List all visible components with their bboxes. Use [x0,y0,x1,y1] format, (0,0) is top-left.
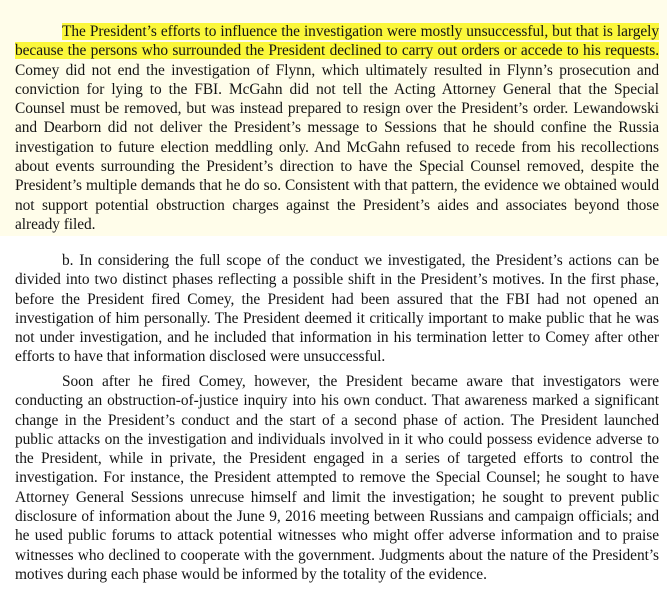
paragraph-conclusion [15,22,659,234]
paragraph-second-phase [15,372,659,584]
paragraph-2-body: b. In considering the full scope of the conduct we investigated, the President’s actions can be divided into two distinct phases reflecting a possible shift in the President’s motives. In the first phase, before the President fired Comey, the President had been assured that the FBI had not opened an investigation of him personally. The President deemed it critically important to make public that he was not under investigation, and he included that information in his termination letter to Comey after other efforts to have that information disclosed were unsuccessful. [15,252,659,366]
highlighted-sentence[interactable]: The President’s efforts to influence the investigation were mostly unsuccessful, but that is largely because the persons who surrounded the President declined to carry out orders or accede to his requests. [15,23,659,60]
paragraph-two-phases [15,251,659,367]
paragraph-1-body: Comey did not end the investigation of Flynn, which ultimately resulted in Flynn’s prosecution and conviction for lying to the FBI. McGahn did not tell the Acting Attorney General that the Special Counsel must be removed, but was instead prepared to resign over the President’s order. Lewandowski and Dearborn did not deliver the President’s message to Sessions that he should confine the Russia investigation to future election meddling only. And McGahn refused to recede from his recollections about events surrounding the President’s direction to have the Special Counsel removed, despite the President’s multiple demands that he do so. Consistent with that pattern, the evidence we obtained would not support potential obstruction charges against the President’s aides and associates beyond those already filed. [15,61,659,233]
paragraph-3-body: Soon after he fired Comey, however, the President became aware that investigators were conducting an obstruction-of-justice inquiry into his own conduct. That awareness marked a significant change in the President’s conduct and the start of a second phase of action. The President launched public attacks on the investigation and individuals involved in it who could possess evidence adverse to the President, while in private, the President engaged in a series of targeted efforts to control the investigation. For instance, the President attempted to remove the Special Counsel; he sought to have Attorney General Sessions unrecuse himself and limit the investigation; he sought to prevent public disclosure of information about the June 9, 2016 meeting between Russians and campaign officials; and he used public forums to attack potential witnesses who might offer adverse information and to praise witnesses who declined to cooperate with the government. Judgments about the nature of the President’s motives during each phase would be informed by the totality of the evidence. [15,373,659,583]
